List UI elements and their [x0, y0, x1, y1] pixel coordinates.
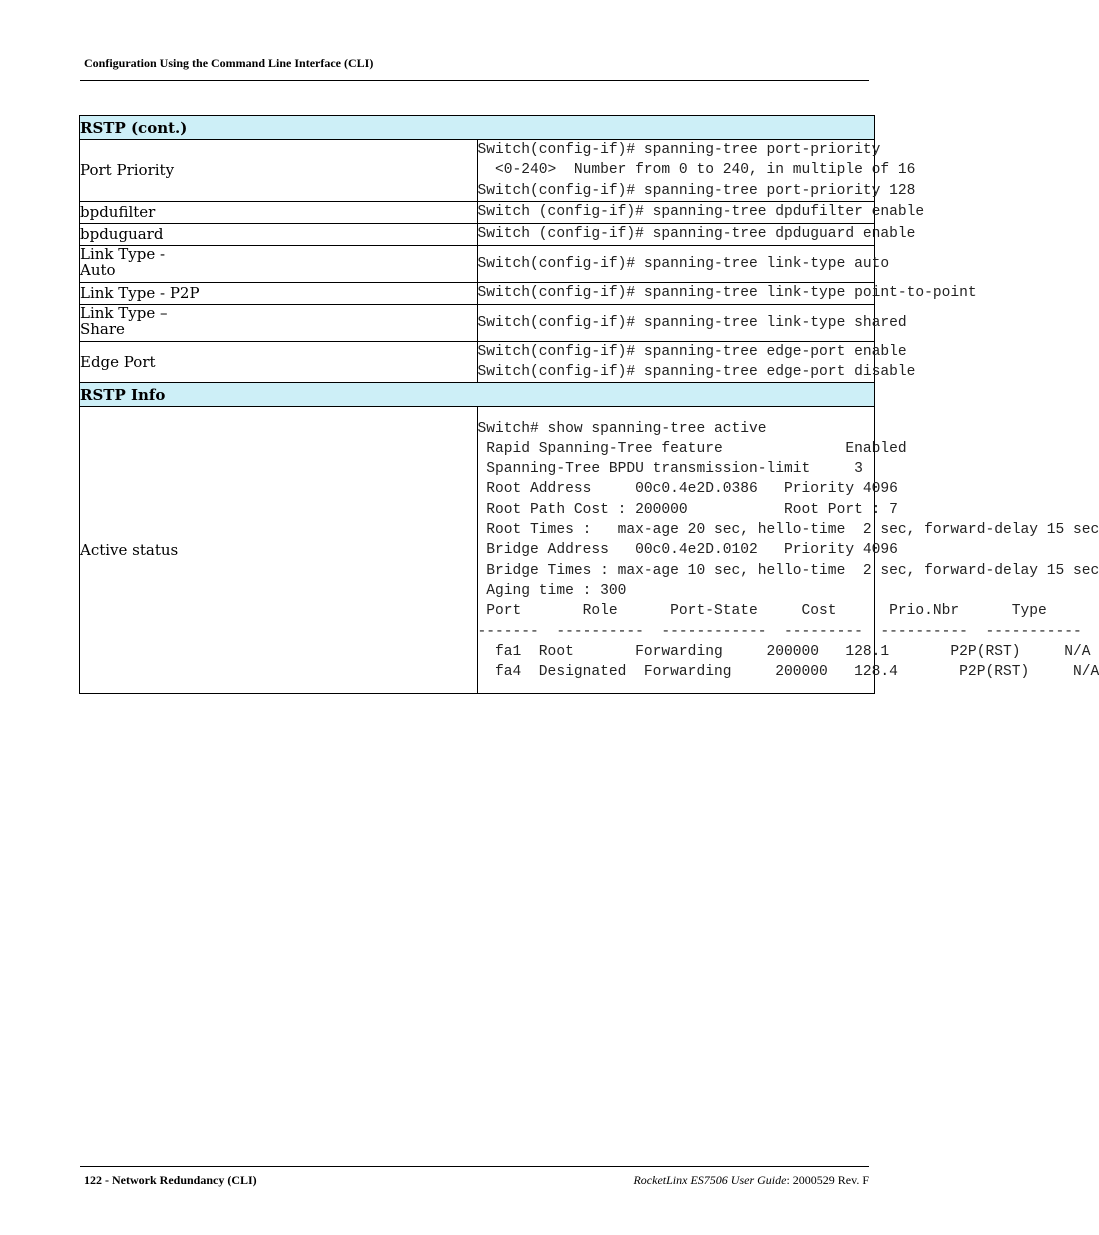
footer-revision: : 2000529 Rev. F — [786, 1173, 869, 1187]
code-line: Switch(config-if)# spanning-tree link-type auto — [477, 255, 890, 272]
code-line: Aging time : 300 — [477, 582, 627, 599]
code-line: Switch(config-if)# spanning-tree link-type point-to-point — [477, 285, 977, 302]
row-code-bpdufilter — [477, 201, 925, 223]
code-line: Root Path Cost : 200000 Root Port : 7 — [477, 501, 898, 518]
code-line: Port Role Port-State Cost Prio.Nbr Type — [477, 603, 1047, 620]
section-row-rstp-info — [80, 383, 875, 407]
section-heading-rstp-info: RSTP Info — [80, 383, 875, 407]
code-line: Switch(config-if)# spanning-tree edge-port enable — [477, 343, 907, 360]
row-label-link-type-p2p: Link Type - P2P — [80, 282, 478, 304]
code-line: fa4 Designated Forwarding 200000 128.4 P2P(RST) N/A — [477, 664, 1099, 681]
row-label-line: Link Type – — [80, 303, 168, 322]
row-label-line: Share — [80, 319, 125, 338]
code-line: Bridge Times : max-age 10 sec, hello-time 2 sec, forward-delay 15 sec — [477, 562, 1099, 579]
row-label-edge-port: Edge Port — [80, 341, 478, 383]
table-row-link-type-share — [80, 304, 875, 341]
footer-divider — [80, 1166, 869, 1167]
code-line: Switch(config-if)# spanning-tree port-priority 128 — [477, 182, 916, 199]
row-code-active-status — [477, 407, 1099, 694]
footer-document-id — [633, 1173, 869, 1188]
row-label-line: Link Type - — [80, 244, 166, 263]
row-code-link-type-p2p — [477, 282, 977, 304]
table-row-bpdufilter — [80, 201, 875, 223]
code-line: Switch(config-if)# spanning-tree link-type shared — [477, 314, 907, 331]
section-row-rstp-cont — [80, 116, 875, 140]
code-line: ------- ---------- ------------ --------- ---------- ----------- — [477, 623, 1082, 640]
row-code-link-type-auto — [477, 245, 890, 282]
code-line: fa1 Root Forwarding 200000 128.1 P2P(RST) N/A — [477, 643, 1091, 660]
table-row-link-type-p2p — [80, 282, 875, 304]
code-line: <0-240> Number from 0 to 240, in multiple of 16 — [477, 162, 916, 179]
table-row-active-status — [80, 407, 875, 694]
row-code-bpduguard — [477, 223, 916, 245]
code-line: Root Address 00c0.4e2D.0386 Priority 4096 — [477, 481, 898, 498]
code-line: Switch(config-if)# spanning-tree port-priority — [477, 142, 881, 158]
code-line: Spanning-Tree BPDU transmission-limit 3 — [477, 461, 863, 478]
row-code-port-priority — [477, 140, 916, 202]
code-line: Rapid Spanning-Tree feature Enabled — [477, 440, 907, 457]
row-label-bpdufilter: bpdufilter — [80, 201, 478, 223]
section-heading-rstp-cont: RSTP (cont.) — [80, 116, 875, 140]
table-row-bpduguard — [80, 223, 875, 245]
table-row-edge-port — [80, 341, 875, 383]
row-label-active-status: Active status — [80, 407, 478, 694]
row-code-link-type-share — [477, 304, 907, 341]
code-line: Switch(config-if)# spanning-tree edge-port disable — [477, 364, 916, 381]
code-line: Root Times : max-age 20 sec, hello-time 2 sec, forward-delay 15 sec — [477, 522, 1099, 539]
code-line: Bridge Address 00c0.4e2D.0102 Priority 4096 — [477, 542, 898, 559]
code-line: Switch (config-if)# spanning-tree dpduguard enable — [477, 226, 916, 243]
row-label-port-priority: Port Priority — [80, 140, 478, 202]
code-line: Switch# show spanning-tree active — [477, 420, 767, 437]
code-line: Switch (config-if)# spanning-tree dpdufilter enable — [477, 204, 925, 221]
rstp-command-table — [79, 115, 1099, 694]
footer-page-label: 122 - Network Redundancy (CLI) — [84, 1173, 257, 1187]
row-code-edge-port — [477, 341, 916, 383]
page-header-title: Configuration Using the Command Line Interface (CLI) — [84, 56, 374, 70]
footer-guide-title: RocketLinx ES7506 User Guide — [633, 1173, 787, 1187]
row-label-bpduguard: bpduguard — [80, 223, 478, 245]
table-row-link-type-auto — [80, 245, 875, 282]
header-divider — [80, 80, 869, 81]
row-label-line: Auto — [80, 260, 116, 279]
row-label-link-type-auto — [80, 245, 478, 282]
table-row-port-priority — [80, 140, 875, 202]
row-label-link-type-share — [80, 304, 478, 341]
